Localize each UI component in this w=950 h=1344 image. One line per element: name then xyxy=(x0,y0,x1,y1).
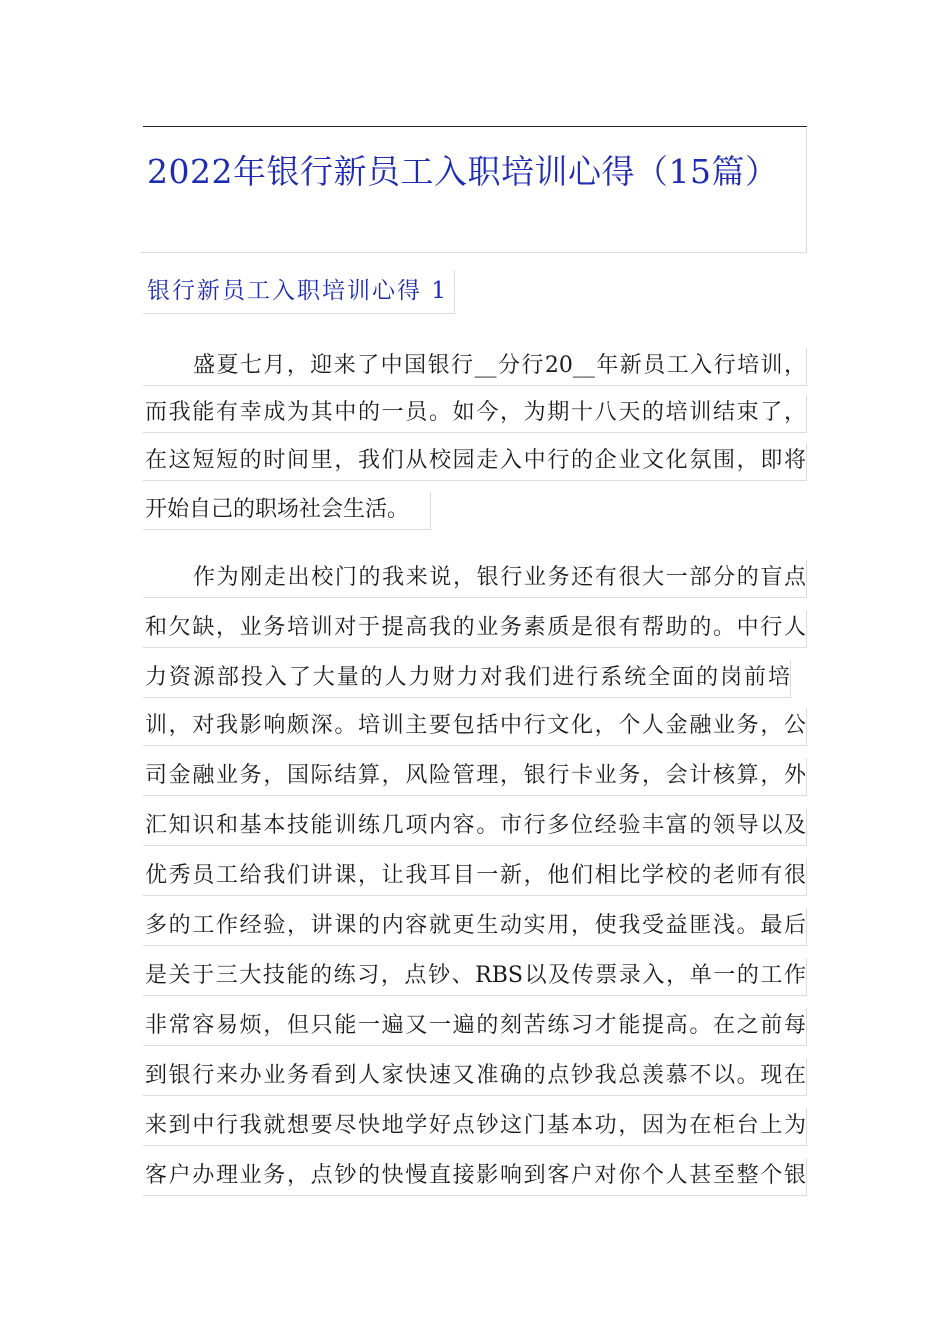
paragraph-2-line-9: 是关于三大技能的练习，点钞、RBS以及传票录入，单一的工作 xyxy=(143,958,807,996)
paragraph-2-line-4: 训，对我影响颇深。培训主要包括中行文化，个人金融业务，公 xyxy=(143,708,807,746)
paragraph-2-line-8: 多的工作经验，讲课的内容就更生动实用，使我受益匪浅。最后 xyxy=(143,908,807,946)
paragraph-2-line-10: 非常容易烦，但只能一遍又一遍的刻苦练习才能提高。在之前每 xyxy=(143,1008,807,1046)
paragraph-2-line-1: 作为刚走出校门的我来说，银行业务还有很大一部分的盲点 xyxy=(143,560,807,598)
document-title: 2022年银行新员工入职培训心得（15篇） xyxy=(147,152,779,191)
paragraph-1-line-1: 盛夏七月，迎来了中国银行__分行20__年新员工入行培训， xyxy=(143,348,807,386)
paragraph-2-line-11: 到银行来办业务看到人家快速又准确的点钞我总羡慕不以。现在 xyxy=(143,1058,807,1096)
paragraph-2-line-13: 客户办理业务，点钞的快慢直接影响到客户对你个人甚至整个银 xyxy=(143,1158,807,1196)
paragraph-2-line-12: 来到中行我就想要尽快地学好点钞这门基本功，因为在柜台上为 xyxy=(143,1108,807,1146)
paragraph-2-line-6: 汇知识和基本技能训练几项内容。市行多位经验丰富的领导以及 xyxy=(143,808,807,846)
paragraph-2-line-2: 和欠缺，业务培训对于提高我的业务素质是很有帮助的。中行人 xyxy=(143,610,807,648)
paragraph-1-line-2: 而我能有幸成为其中的一员。如今，为期十八天的培训结束了， xyxy=(143,395,807,433)
paragraph-1-line-4: 开始自己的职场社会生活。 xyxy=(143,492,431,530)
top-rule xyxy=(143,126,807,127)
section-heading: 银行新员工入职培训心得 1 xyxy=(143,270,455,314)
paragraph-2-line-3: 力资源部投入了大量的人力财力对我们进行系统全面的岗前培 xyxy=(143,660,791,698)
paragraph-1-line-3: 在这短短的时间里，我们从校园走入中行的企业文化氛围，即将 xyxy=(143,443,807,481)
paragraph-2-line-5: 司金融业务，国际结算，风险管理，银行卡业务，会计核算，外 xyxy=(143,758,807,796)
paragraph-2-line-7: 优秀员工给我们讲课，让我耳目一新，他们相比学校的老师有很 xyxy=(143,858,807,896)
